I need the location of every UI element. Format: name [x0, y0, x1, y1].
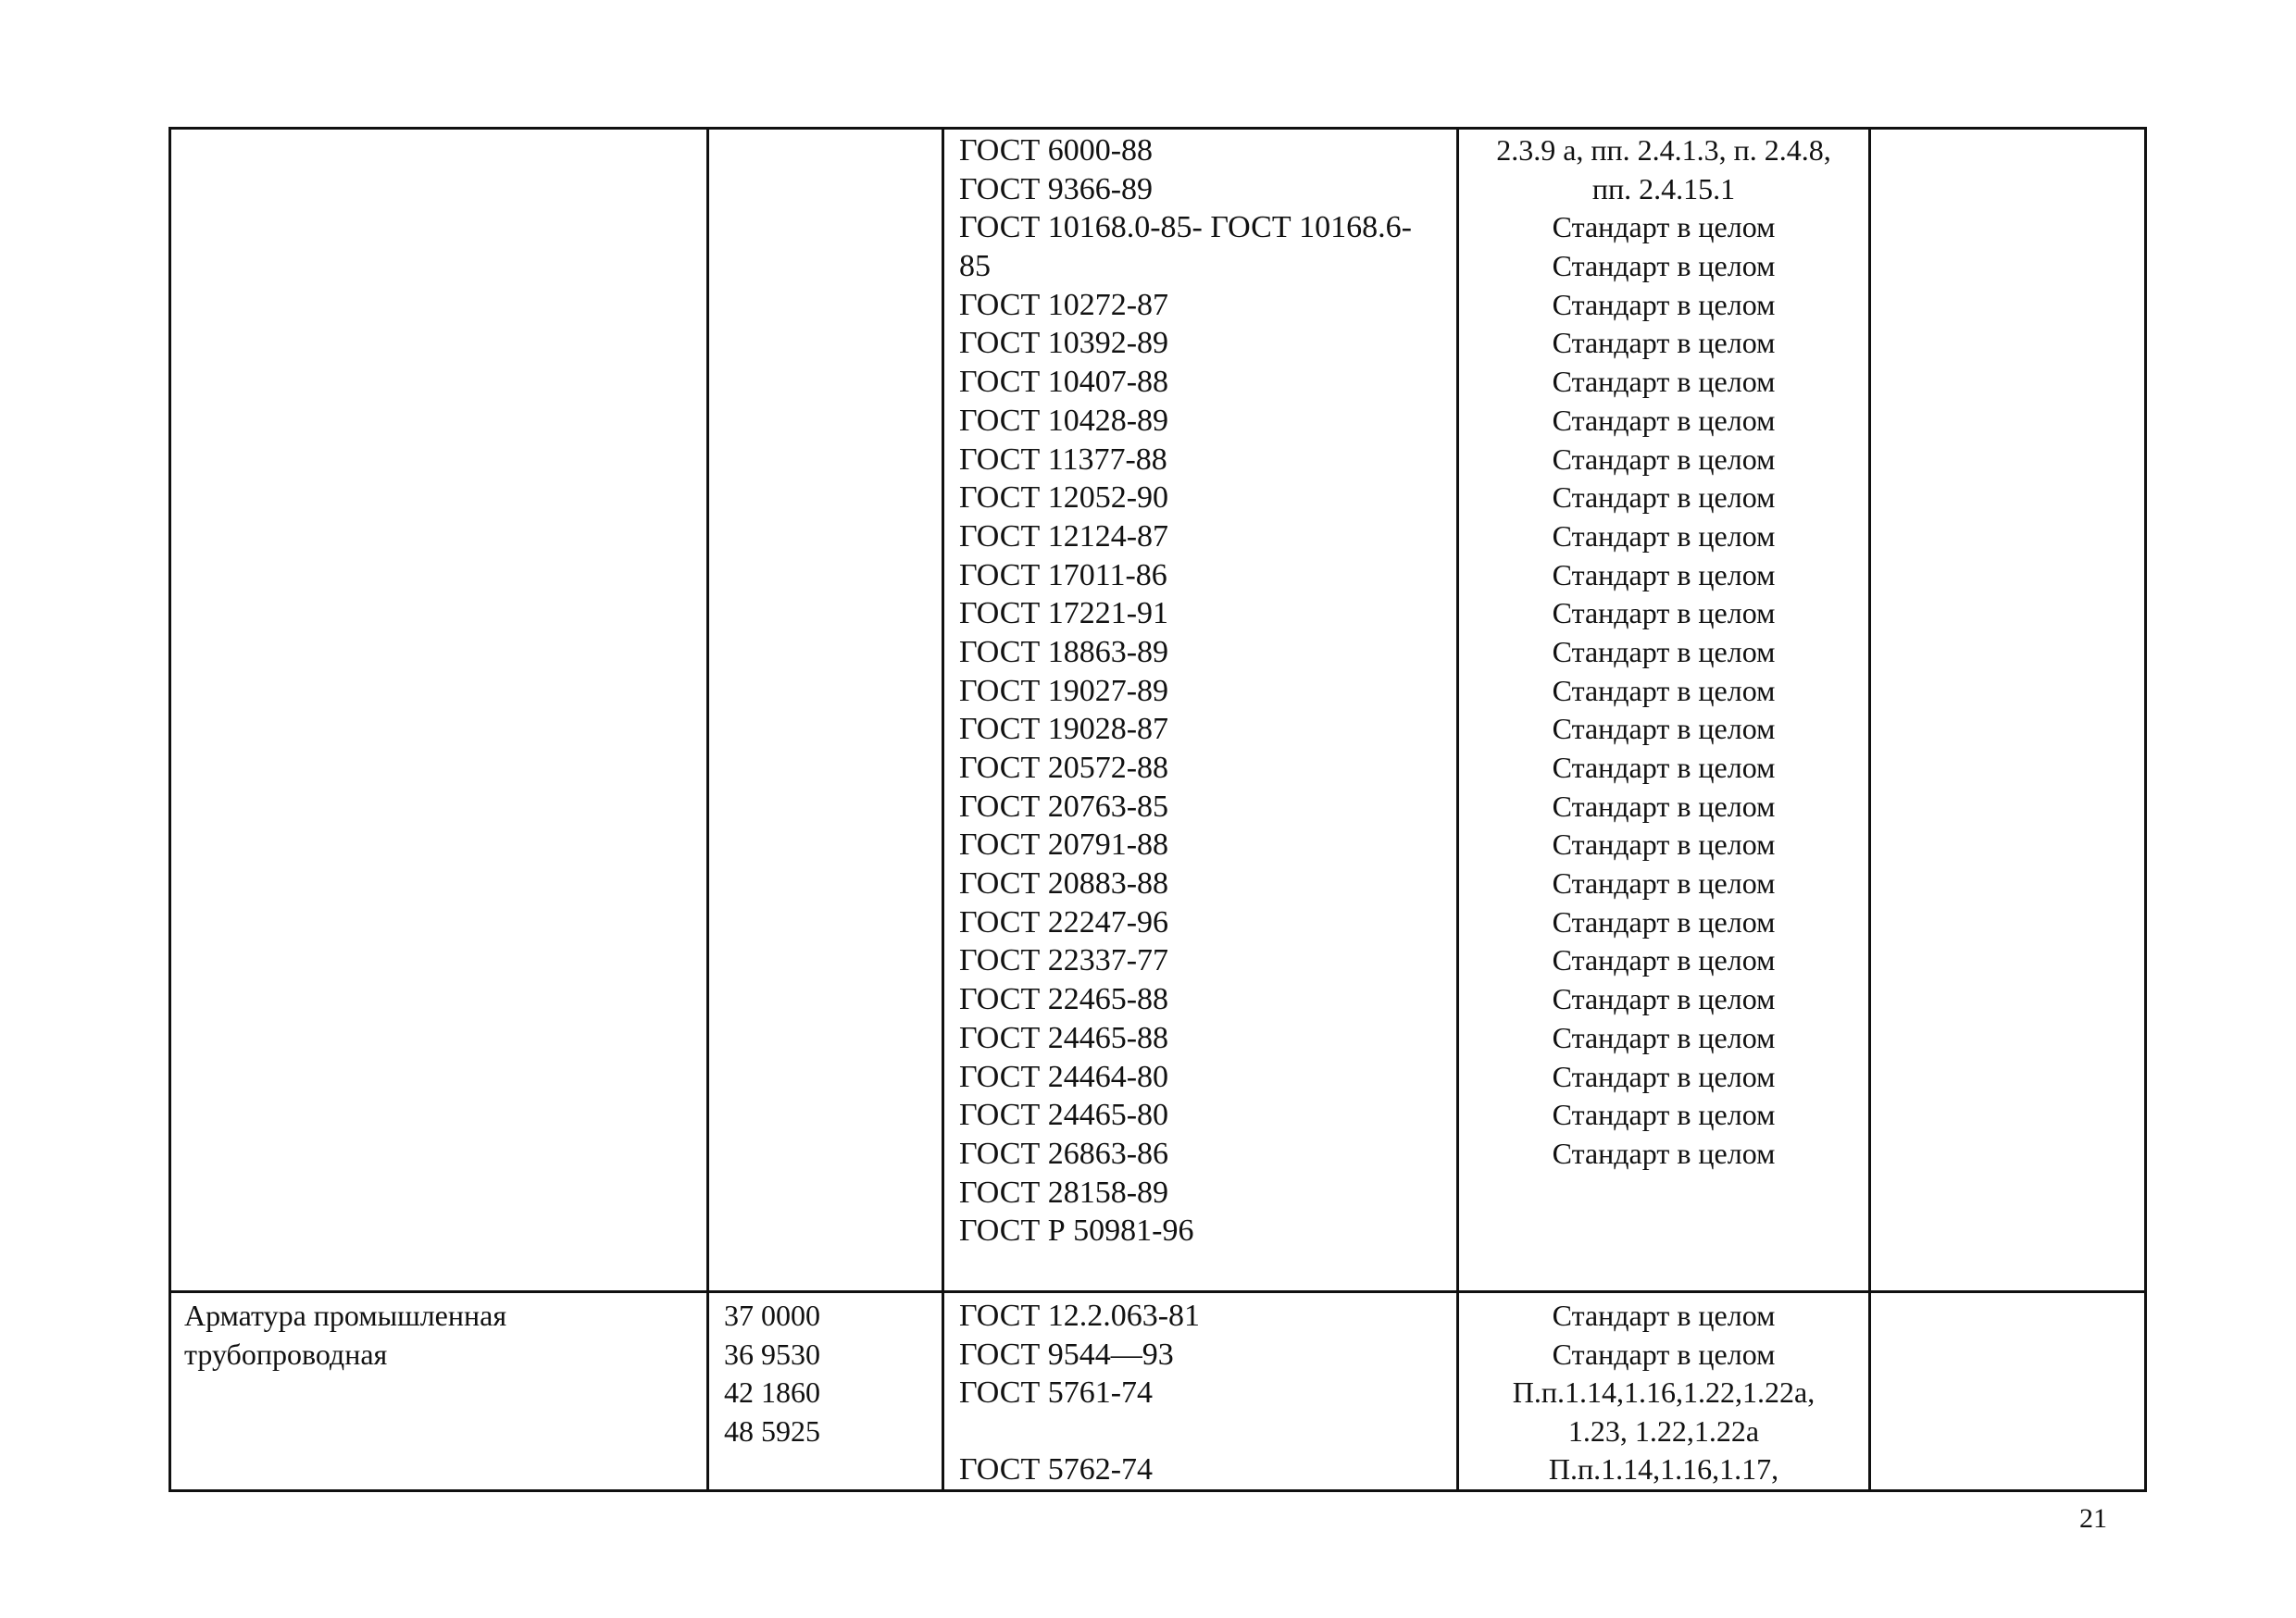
cell-line: ГОСТ 9366-89	[959, 171, 1154, 206]
cell-line: ГОСТ 17011-86	[959, 557, 1167, 592]
cell-line: П.п.1.14,1.16,1.17,	[1548, 1452, 1779, 1486]
cell-line: Стандарт в целом	[1552, 673, 1776, 707]
cell-line: ГОСТ 22337-77	[959, 943, 1169, 978]
cell-line: Стандарт в целом	[1552, 751, 1776, 784]
cell-line: Стандарт в целом	[1552, 365, 1776, 399]
cell-line: ГОСТ 24465-80	[959, 1098, 1169, 1133]
cell-line: ГОСТ 26863-86	[959, 1136, 1169, 1171]
cell-line: ГОСТ 5762-74	[959, 1452, 1154, 1487]
cell-line: ГОСТ 19028-87	[959, 712, 1169, 747]
cell-line: Стандарт в целом	[1552, 326, 1776, 360]
cell-line: ГОСТ 10428-89	[959, 403, 1169, 438]
cell-line: ГОСТ 10392-89	[959, 326, 1169, 361]
table-row	[170, 1292, 2146, 1491]
product-name-list	[171, 1293, 706, 1374]
cell-line: Стандарт в целом	[1552, 518, 1776, 553]
cell-line: Стандарт в целом	[1552, 249, 1776, 283]
cell-line: ГОСТ 20763-85	[959, 789, 1169, 824]
cell-line: ГОСТ 28158-89	[959, 1175, 1169, 1210]
product-code-list	[709, 1293, 942, 1450]
product-name-cell	[170, 1292, 708, 1491]
cell-line: ГОСТ 20572-88	[959, 751, 1169, 785]
product-code-cell	[708, 129, 943, 1292]
cell-line: 37 0000	[724, 1299, 820, 1332]
cell-line: Стандарт в целом	[1552, 557, 1776, 591]
product-name-cell	[170, 129, 708, 1292]
cell-line: Стандарт в целом	[1552, 904, 1776, 939]
gost-list	[944, 130, 1456, 1251]
cell-line: пп. 2.4.15.1	[1591, 171, 1736, 205]
gost-cell	[943, 129, 1458, 1292]
cell-line: ГОСТ 10407-88	[959, 365, 1169, 400]
cell-line: Стандарт в целом	[1552, 210, 1776, 244]
cell-line: Стандарт в целом	[1552, 943, 1776, 977]
cell-line: Стандарт в целом	[1552, 634, 1776, 668]
cell-line: Стандарт в целом	[1552, 1136, 1776, 1170]
notes-cell	[1870, 129, 2146, 1292]
cell-line: ГОСТ 18863-89	[959, 634, 1169, 669]
cell-line: ГОСТ 10272-87	[959, 287, 1169, 322]
cell-line: Стандарт в целом	[1552, 1337, 1776, 1371]
cell-line: ГОСТ 12.2.063-81	[959, 1299, 1201, 1333]
table-row	[170, 129, 2146, 1292]
cell-line: ГОСТ 5761-74	[959, 1375, 1154, 1410]
cell-line: Стандарт в целом	[1552, 287, 1776, 321]
cell-line: 1.23, 1.22,1.22а	[1567, 1413, 1760, 1448]
cell-line: Стандарт в целом	[1552, 480, 1776, 515]
cell-line: ГОСТ 24465-88	[959, 1020, 1169, 1055]
standards-table	[168, 127, 2147, 1492]
cell-line: ГОСТ Р 50981-96	[959, 1214, 1194, 1249]
cell-line: ГОСТ 22247-96	[959, 904, 1169, 940]
clause-ref-cell	[1458, 1292, 1870, 1491]
cell-line: ГОСТ 10168.0-85- ГОСТ 10168.6-	[959, 210, 1412, 245]
cell-line: Стандарт в целом	[1552, 866, 1776, 901]
cell-line: Стандарт в целом	[1552, 442, 1776, 476]
cell-line	[944, 1413, 1456, 1451]
cell-line: Стандарт в целом	[1552, 1098, 1776, 1132]
cell-line: ГОСТ 12052-90	[959, 480, 1169, 516]
cell-line: 85	[959, 249, 991, 284]
cell-line: Стандарт в целом	[1552, 596, 1776, 630]
cell-line: 36 9530	[724, 1337, 820, 1371]
cell-line: трубопроводная	[184, 1337, 388, 1371]
clause-ref-list	[1459, 130, 1868, 1174]
cell-line: Стандарт в целом	[1552, 403, 1776, 437]
cell-line: ГОСТ 12124-87	[959, 518, 1169, 554]
notes-cell	[1870, 1292, 2146, 1491]
cell-line: Стандарт в целом	[1552, 712, 1776, 746]
clause-ref-list	[1459, 1293, 1868, 1489]
cell-line: ГОСТ 11377-88	[959, 442, 1167, 477]
cell-line: 42 1860	[724, 1375, 820, 1409]
cell-line: ГОСТ 22465-88	[959, 982, 1169, 1017]
cell-line: Стандарт в целом	[1552, 982, 1776, 1016]
cell-line: ГОСТ 24464-80	[959, 1059, 1169, 1094]
cell-line: Стандарт в целом	[1552, 1059, 1776, 1093]
cell-line: 2.3.9 а, пп. 2.4.1.3, п. 2.4.8,	[1496, 133, 1831, 167]
cell-line: Стандарт в целом	[1552, 1299, 1776, 1332]
clause-ref-cell	[1458, 129, 1870, 1292]
cell-line: Стандарт в целом	[1552, 789, 1776, 823]
cell-line: ГОСТ 20791-88	[959, 828, 1169, 863]
gost-cell	[943, 1292, 1458, 1491]
cell-line: П.п.1.14,1.16,1.22,1.22а,	[1512, 1375, 1816, 1409]
cell-line: 48 5925	[724, 1413, 820, 1448]
cell-line: ГОСТ 19027-89	[959, 673, 1169, 708]
cell-line: Арматура промышленная	[184, 1299, 507, 1332]
cell-line: Стандарт в целом	[1552, 828, 1776, 862]
cell-line: ГОСТ 9544—93	[959, 1337, 1174, 1372]
gost-list	[944, 1293, 1456, 1489]
cell-line: Стандарт в целом	[1552, 1020, 1776, 1054]
cell-line: ГОСТ 17221-91	[959, 596, 1169, 631]
product-code-cell	[708, 1292, 943, 1491]
cell-line: ГОСТ 6000-88	[959, 133, 1154, 168]
page-number: 21	[2079, 1503, 2107, 1534]
cell-line: ГОСТ 20883-88	[959, 866, 1169, 902]
